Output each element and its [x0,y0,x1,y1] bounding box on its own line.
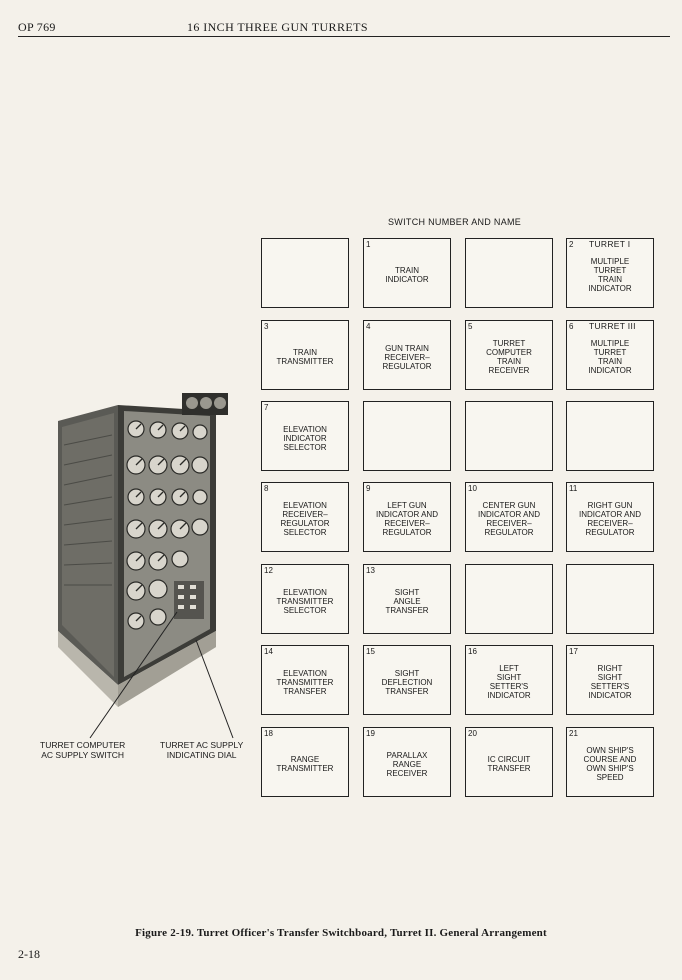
callout-ac-supply-indicating-dial: TURRET AC SUPPLY INDICATING DIAL [160,740,244,760]
switch-number: 17 [569,647,578,656]
switch-cell-3 [261,320,349,390]
header-rule [18,36,670,37]
switch-number: 7 [264,403,269,412]
page-number: 2-18 [18,947,40,961]
switch-name: OWN SHIP'S COURSE AND OWN SHIP'S SPEED [583,746,637,782]
switch-number: 8 [264,484,269,493]
switch-grid-title: SWITCH NUMBER AND NAME [388,217,522,227]
switch-number: 1 [366,240,371,249]
document-id: OP 769 [18,20,56,34]
switch-cell-13 [363,564,451,634]
switch-cell-18 [261,727,349,797]
switch-number: 13 [366,566,375,575]
switch-name: ELEVATION INDICATOR SELECTOR [283,424,327,452]
switch-cell-17 [566,645,654,715]
switch-number: 3 [264,322,269,331]
switch-name: CENTER GUN INDICATOR AND RECEIVER– REGULATOR [478,501,540,537]
switch-number: 21 [569,729,578,738]
switch-number: 10 [468,484,477,493]
switch-number: 9 [366,484,371,493]
switch-number: 20 [468,729,477,738]
switch-name: RIGHT SIGHT SETTER'S INDICATOR [588,664,632,700]
switch-number: 5 [468,322,473,331]
switch-name: ELEVATION RECEIVER– REGULATOR SELECTOR [280,501,330,537]
switch-name [368,410,446,466]
switch-cell-21 [566,727,654,797]
switch-name [571,410,649,466]
switch-name [470,410,548,466]
switch-name: RANGE TRANSMITTER [276,755,334,773]
switch-cell-blank [465,238,553,308]
switch-name: IC CIRCUIT TRANSFER [487,755,531,773]
switchboard-photo [40,385,240,725]
switch-name [470,573,548,629]
switch-cell-5 [465,320,553,390]
figure-caption: Figure 2-19. Turret Officer's Transfer Switchboard, Turret II. General Arrangement [135,927,547,939]
switch-cell-blank [566,401,654,471]
switch-name: LEFT SIGHT SETTER'S INDICATOR [487,664,531,700]
switch-number: 16 [468,647,477,656]
switch-turret-tag: TURRET I [589,239,631,249]
switch-cell-20 [465,727,553,797]
switch-number: 18 [264,729,273,738]
switch-name: GUN TRAIN RECEIVER– REGULATOR [382,343,432,371]
switch-turret-tag: TURRET III [589,321,636,331]
switch-name [470,247,548,303]
switch-cell-16 [465,645,553,715]
switch-name: SIGHT DEFLECTION TRANSFER [381,668,433,696]
switch-cell-10 [465,482,553,552]
switch-cell-11 [566,482,654,552]
switch-number: 15 [366,647,375,656]
switch-name: TRAIN TRANSMITTER [276,348,334,366]
switch-cell-blank [261,238,349,308]
switch-number: 11 [569,484,578,493]
switch-name: TURRET COMPUTER TRAIN RECEIVER [486,339,532,375]
switch-number: 14 [264,647,273,656]
switch-cell-19 [363,727,451,797]
switch-number: 19 [366,729,375,738]
switch-cell-blank [566,564,654,634]
switch-name: LEFT GUN INDICATOR AND RECEIVER– REGULATOR [376,501,438,537]
switch-cell-7 [261,401,349,471]
switch-cell-15 [363,645,451,715]
switch-number: 6 [569,322,574,331]
switch-name [266,247,344,303]
switch-cell-8 [261,482,349,552]
switch-name: TRAIN INDICATOR [385,266,429,284]
switch-name: MULTIPLE TURRET TRAIN INDICATOR [588,257,632,293]
switch-number: 4 [366,322,371,331]
switch-name: ELEVATION TRANSMITTER SELECTOR [276,587,334,615]
switch-cell-9 [363,482,451,552]
switch-cell-6 [566,320,654,390]
switch-cell-14 [261,645,349,715]
switch-name: SIGHT ANGLE TRANSFER [385,587,429,615]
switch-name: PARALLAX RANGE RECEIVER [386,750,428,778]
switch-number: 2 [569,240,574,249]
switch-number: 12 [264,566,273,575]
switch-cell-blank [363,401,451,471]
callout-computer-ac-supply-switch: TURRET COMPUTER AC SUPPLY SWITCH [40,740,126,760]
switch-cell-12 [261,564,349,634]
switch-cell-1 [363,238,451,308]
switch-name [571,573,649,629]
switch-name: MULTIPLE TURRET TRAIN INDICATOR [588,339,632,375]
switch-name: ELEVATION TRANSMITTER TRANSFER [276,668,334,696]
switch-cell-blank [465,401,553,471]
switch-cell-4 [363,320,451,390]
switch-name: RIGHT GUN INDICATOR AND RECEIVER– REGULATOR [579,501,641,537]
header-title: 16 INCH THREE GUN TURRETS [187,20,368,34]
switch-cell-blank [465,564,553,634]
switch-cell-2 [566,238,654,308]
